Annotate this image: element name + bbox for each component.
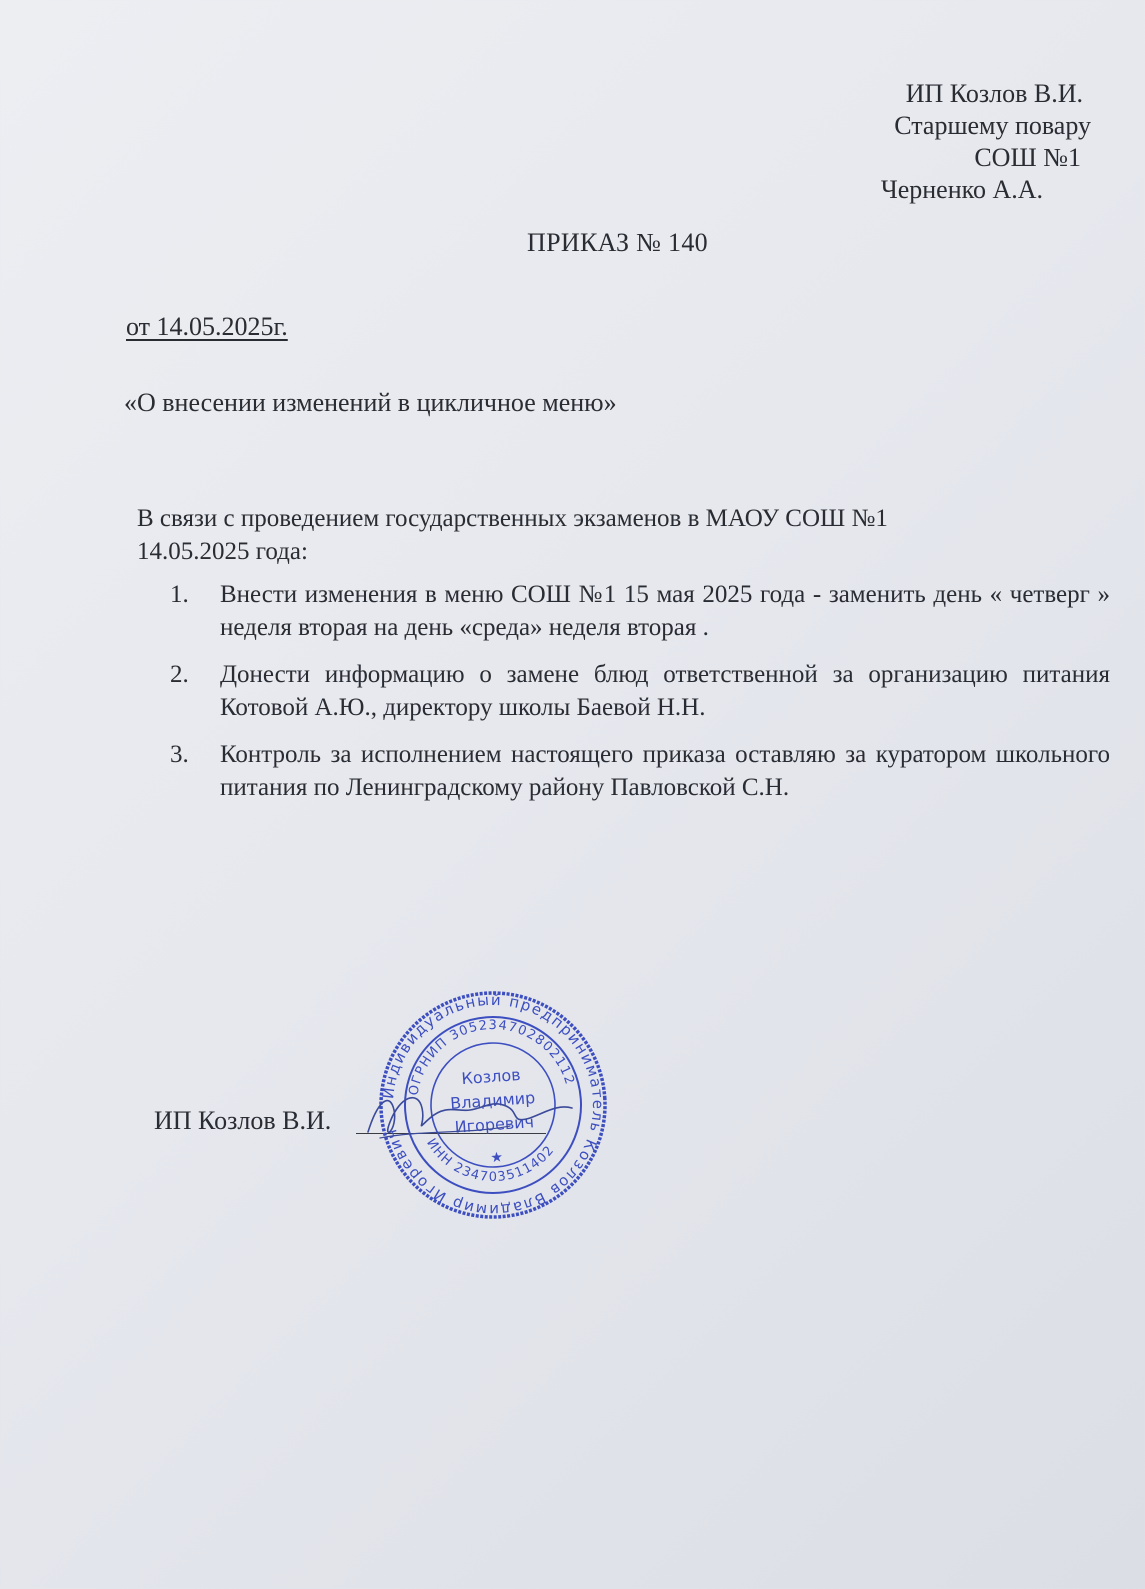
stamp-center-line-2: Владимир bbox=[449, 1088, 536, 1113]
addressee-name: Черненко А.А. bbox=[880, 175, 1043, 204]
stamp-outer-text: Индивидуальный предприниматель Козлов Владимир Игоревич bbox=[379, 990, 608, 1220]
stamp-inn-text: ИНН 234703511402 bbox=[423, 1136, 558, 1186]
intro-line-2: 14.05.2025 года: bbox=[137, 538, 308, 565]
order-points-list bbox=[170, 578, 1110, 818]
addressee-position: Старшему повару bbox=[894, 111, 1091, 140]
addressee-sender: ИП Козлов В.И. bbox=[905, 79, 1083, 108]
intro-line-1: В связи с проведением государственных экзаменов в МАОУ СОШ №1 bbox=[137, 505, 888, 532]
order-point bbox=[170, 738, 1110, 804]
order-point bbox=[170, 578, 1110, 644]
signatory-label: ИП Козлов В.И. bbox=[154, 1106, 332, 1135]
handwritten-signature bbox=[360, 1060, 600, 1170]
addressee-school: СОШ №1 bbox=[974, 143, 1081, 172]
order-date: от 14.05.2025г. bbox=[126, 312, 288, 341]
point-number: 2. bbox=[170, 661, 189, 688]
stamp-ogrnip-text: ОГРНИП 305234702802112 bbox=[406, 1017, 578, 1097]
order-point bbox=[170, 658, 1110, 724]
point-text: Внести изменения в меню СОШ №1 15 мая 2025 года - заменить день « четверг » неделя вторая на день «среда» неделя вторая . bbox=[220, 581, 1110, 641]
point-text: Контроль за исполнением настоящего приказа оставляю за куратором школьного питания по Ленинградскому району Павловской С.Н. bbox=[220, 741, 1110, 801]
order-title: ПРИКАЗ № 140 bbox=[527, 228, 708, 257]
order-subject: «О внесении изменений в цикличное меню» bbox=[124, 388, 617, 417]
stamp-center-line-1: Козлов bbox=[460, 1065, 522, 1089]
point-number: 1. bbox=[170, 581, 189, 608]
stamp-center-line-3: Игоревич bbox=[454, 1112, 535, 1137]
order-intro bbox=[137, 502, 1037, 568]
stamp-star: ★ bbox=[489, 1149, 504, 1167]
addressee-block bbox=[791, 78, 1091, 206]
point-number: 3. bbox=[170, 741, 189, 768]
point-text: Донести информацию о замене блюд ответственной за организацию питания Котовой А.Ю., директору школы Баевой Н.Н. bbox=[220, 661, 1110, 721]
